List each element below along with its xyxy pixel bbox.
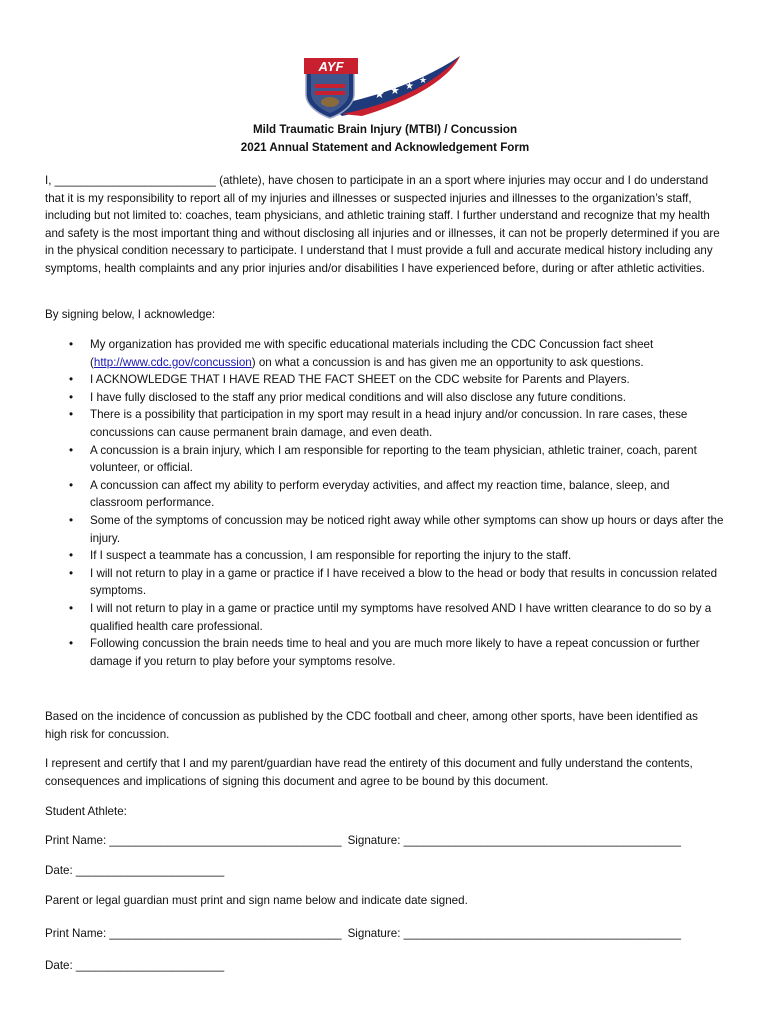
intro-paragraph [45,172,723,278]
bullet-text: My organization has provided me with specific educational materials including the CDC Concussion fact sheet ( [90,338,654,369]
svg-text:★: ★ [390,84,400,97]
athlete-name-blank[interactable]: I, _________________________ [45,174,216,187]
bullet-icon: • [69,637,74,651]
bullet-icon: • [69,566,74,580]
list-item [45,512,725,547]
student-date-field[interactable]: Date: _______________________ [45,864,225,877]
bullet-icon: • [69,513,74,527]
list-item [45,565,725,600]
ayf-logo [302,54,462,120]
svg-text:★: ★ [374,87,385,101]
intro-text: (athlete), have chosen to participate in an a sport where injuries may occur and I do understand that it is my responsibility to report all of my injuries and illnesses or suspected injuries and illnesses to the organization’s staff, including but not limited to: coaches, team physicians, and athletic training staff. I further understand and recognize that my health and safety is the most important thing and without disclosing all injuries and or illnesses, it can not be properly determined if you are in the physical condition necessary to participate. I understand that I must provide a full and accurate medical history including any symptoms, health complaints and any prior injuries and/or disabilities I have experienced before, during or after athletic activities. [45,174,720,275]
list-item [45,600,725,635]
student-signature-row [45,832,681,850]
bullet-text: If I suspect a teammate has a concussion, I am responsible for reporting the injury to the staff. [90,549,572,563]
risk-paragraph: Based on the incidence of concussion as published by the CDC football and cheer, among other sports, have been identified as high risk for concussion. [45,710,698,741]
bullet-text: I ACKNOWLEDGE THAT I HAVE READ THE FACT SHEET on the CDC website for Parents and Players. [90,373,630,387]
student-athlete-heading: Student Athlete: [45,805,127,818]
guardian-signature-row [45,925,681,943]
bullet-text: I will not return to play in a game or practice until my symptoms have resolved AND I have written clearance to do so by a qualified health care professional. [90,601,712,633]
guardian-print-name-field[interactable]: Print Name: ____________________________________ [45,927,342,940]
bullet-icon: • [69,408,74,422]
bullet-text: Some of the symptoms of concussion may be noticed right away while other symptoms can show up hours or days after the injury. [90,513,724,545]
bullet-text: ) on what a concussion is and has given me an opportunity to ask questions. [251,355,644,369]
bullet-icon: • [69,549,74,563]
bullet-text: A concussion is a brain injury, which I am responsible for reporting to the team physician, athletic trainer, coach, parent volunteer, or official. [90,443,697,475]
bullet-text: Following concussion the brain needs time to heal and you are much more likely to have a repeat concussion or further damage if you return to play before your symptoms resolve. [90,637,700,668]
acknowledgement-list [45,336,725,670]
student-print-name-field[interactable]: Print Name: ____________________________________ [45,834,342,847]
svg-text:★: ★ [405,81,414,92]
form-titles [0,121,770,156]
bullet-text: There is a possibility that participation in my sport may result in a head injury and/or concussion. In rare cases, these concussions can cause permanent brain damage, and even death. [90,408,688,439]
bullet-icon: • [69,478,74,492]
bullet-icon: • [69,601,74,615]
guardian-date-field[interactable]: Date: _______________________ [45,959,225,972]
student-signature-field[interactable]: Signature: ___________________________________________ [347,834,681,847]
guardian-signature-field[interactable]: Signature: ___________________________________________ [347,927,681,940]
guardian-instruction: Parent or legal guardian must print and sign name below and indicate date signed. [45,894,468,907]
bullet-text: A concussion can affect my ability to perform everyday activities, and affect my reaction time, balance, sleep, and classroom performance. [90,478,670,510]
list-item [45,371,725,389]
list-item [45,389,725,407]
bullet-icon: • [69,390,74,404]
list-item [45,635,725,670]
list-item [45,442,725,477]
form-subtitle: 2021 Annual Statement and Acknowledgement Form [240,140,530,154]
logo-text: AYF [318,59,344,74]
bullet-icon: • [69,373,74,387]
form-title: Mild Traumatic Brain Injury (MTBI) / Concussion [252,123,518,136]
list-item [45,406,725,441]
cdc-concussion-link[interactable]: http://www.cdc.gov/concussion [93,355,252,369]
list-item [45,477,725,512]
list-item [45,547,725,565]
certification-paragraph: I represent and certify that I and my parent/guardian have read the entirety of this document and fully understand the contents, consequences and implications of signing this document and agree to be bound by this document. [45,757,693,788]
list-item [45,336,725,371]
svg-text:★: ★ [419,76,428,86]
acknowledge-intro: By signing below, I acknowledge: [45,308,216,321]
bullet-text: I will not return to play in a game or practice if I have received a blow to the head or body that results in concussion related symptoms. [90,566,718,598]
bullet-icon: • [69,443,74,457]
bullet-icon: • [69,338,74,351]
bullet-text: I have fully disclosed to the staff any prior medical conditions and will also disclose any future conditions. [90,390,626,404]
